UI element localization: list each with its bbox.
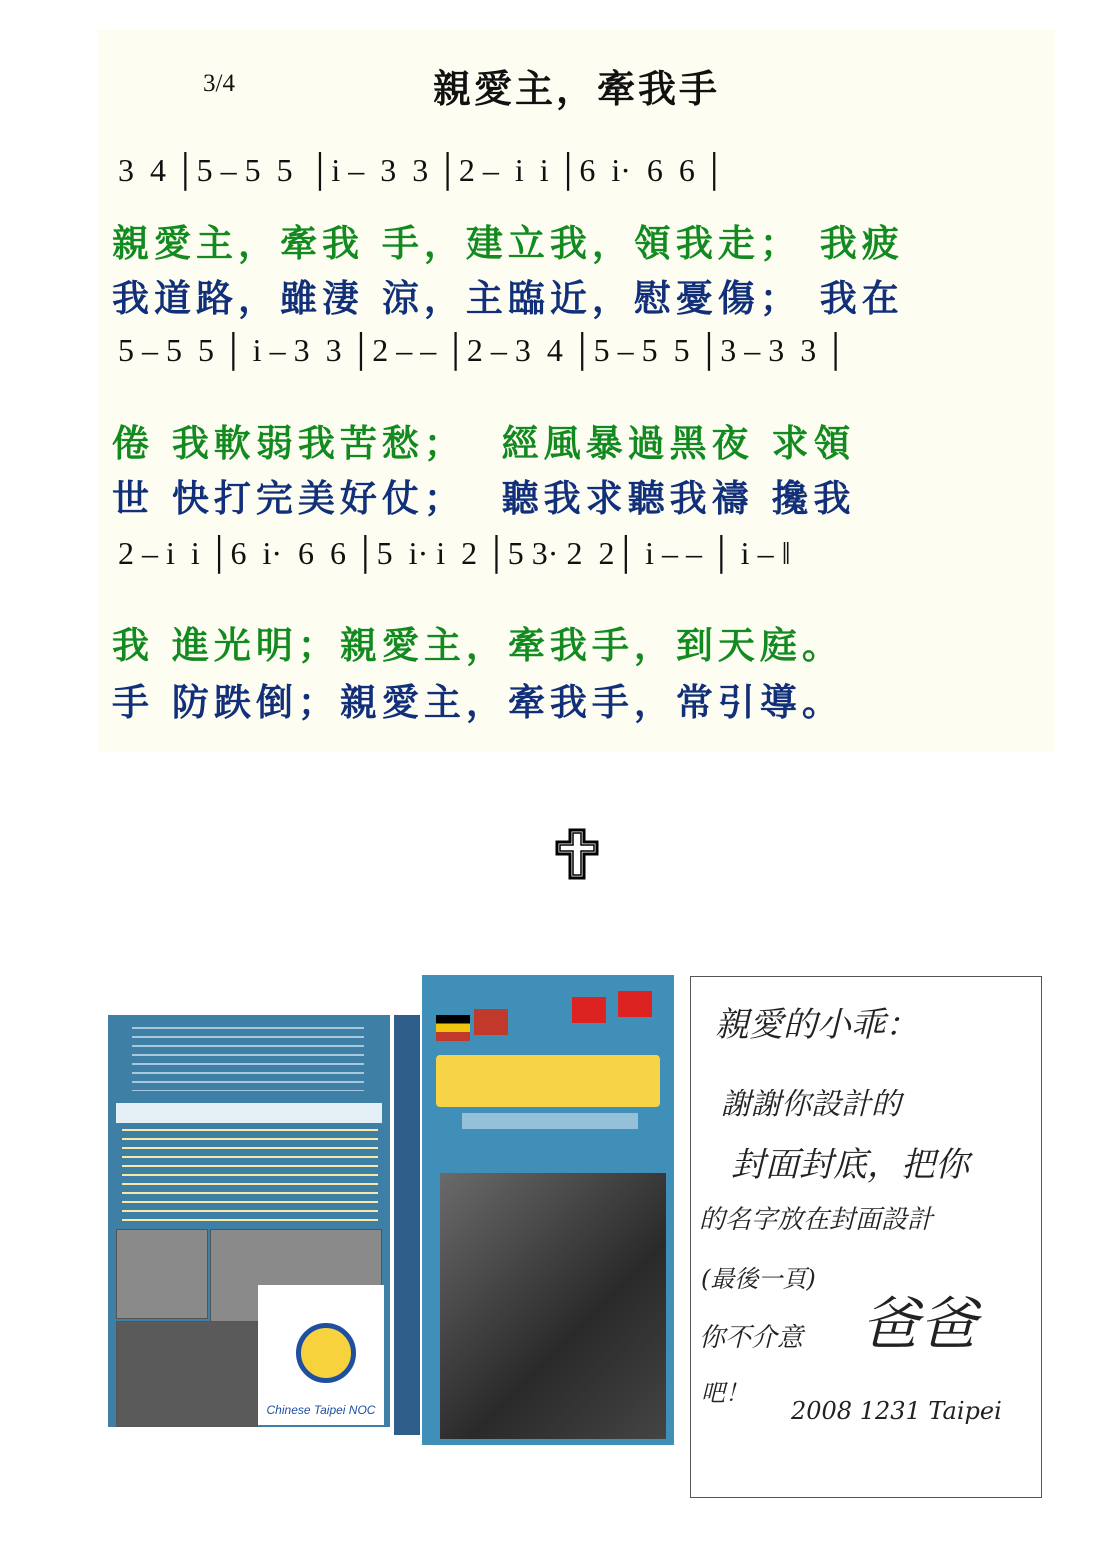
olympic-un-strip <box>116 1103 382 1123</box>
logo-caption: Chinese Taipei NOC <box>266 1403 376 1417</box>
chinese-taipei-logo-box <box>258 1285 384 1425</box>
back-cover-paragraphs <box>122 1129 378 1223</box>
back-cover-text-block <box>132 1027 364 1091</box>
note-date: 2008 1231 Taipei <box>791 1397 1002 1425</box>
lyrics-line-1-verse-1: 親愛主，牽我 手，建立我，領我走； 我疲 <box>112 222 904 265</box>
time-signature: 3/4 <box>203 70 235 97</box>
book-spine <box>394 1015 420 1435</box>
lyrics-line-3-verse-1: 我 進光明；親愛主，牽我手，到天庭。 <box>112 624 844 667</box>
handwritten-note <box>690 976 1042 1498</box>
noc-emblem <box>296 1323 356 1383</box>
flag-china-2 <box>618 991 652 1017</box>
note-greeting: 親愛的小乖： <box>715 1005 919 1045</box>
book-back-cover <box>108 1015 390 1427</box>
note-line: 謝謝你設計的 <box>721 1087 901 1122</box>
book-front-cover <box>422 975 674 1445</box>
lyrics-line-2-verse-1: 倦 我軟弱我苦愁； 經風暴過黑夜 求領 <box>112 422 856 465</box>
flag-taiwan <box>474 1009 508 1035</box>
cover-subtitle-band <box>462 1113 638 1129</box>
note-line: 封面封底，把你 <box>731 1145 969 1185</box>
lyrics-line-2-verse-2: 世 快打完美好仗； 聽我求聽我禱 攙我 <box>112 477 856 520</box>
cover-title-band <box>436 1055 660 1107</box>
notation-line-1: 3 4 │5 – 5 5 │i – 3 3 │2 – i i │6 i· 6 6 │ <box>118 152 726 188</box>
cover-collage-photo <box>440 1173 666 1439</box>
notation-line-2: 5 – 5 5 │ i – 3 3 │2 – – │2 – 3 4 │5 – 5 5 │3 – 3 3 │ <box>118 332 847 368</box>
note-line: 的名字放在封面設計 <box>699 1205 934 1235</box>
hymn-score-panel <box>98 30 1055 752</box>
notation-line-3: 2 – i i │6 i· 6 6 │5 i· i 2 │5 3· 2 2│ i – – │ i – ‖ <box>118 535 791 571</box>
hymn-title: 親愛主，牽我手 <box>432 67 720 111</box>
cross-icon <box>555 828 599 880</box>
note-line: (最後一頁) <box>701 1265 816 1293</box>
note-signature: 爸爸 <box>861 1290 978 1358</box>
flag-1 <box>436 1015 470 1041</box>
note-line: 吧！ <box>701 1379 749 1407</box>
book-cover-photo <box>108 975 674 1477</box>
lyrics-line-1-verse-2: 我道路，雖淒 涼，主臨近，慰憂傷； 我在 <box>112 277 904 320</box>
back-photo-3 <box>116 1321 258 1427</box>
flag-china-1 <box>572 997 606 1023</box>
lyrics-line-3-verse-2: 手 防跌倒；親愛主，牽我手，常引導。 <box>112 681 844 724</box>
note-line: 你不介意 <box>699 1323 804 1353</box>
back-photo-1 <box>116 1229 208 1319</box>
